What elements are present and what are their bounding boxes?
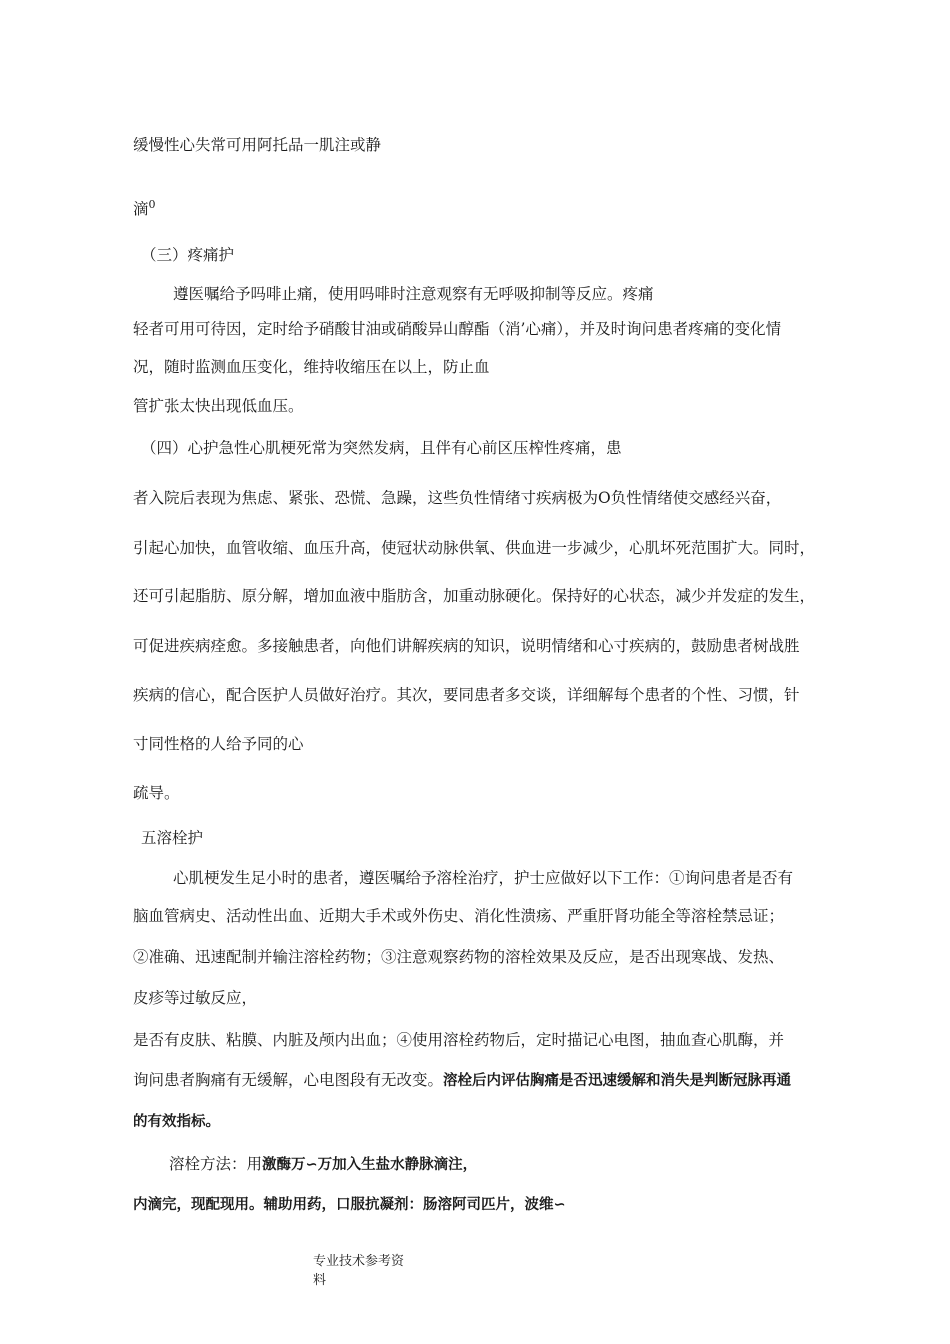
text-line <box>133 1070 791 1091</box>
section-heading: （四）心护急性心肌梗死常为突然发病，且伴有心前区压榨性疼痛，患 <box>141 439 622 457</box>
text-line: 管扩张太快出现低血压。 <box>133 397 304 415</box>
section-heading: （三）疼痛护 <box>141 246 235 264</box>
text-line: 皮疹等过敏反应， <box>133 989 258 1007</box>
text-line: 缓慢性心失常可用阿托品一肌注或静 <box>133 136 382 154</box>
text-line: 可促进疾病痊愈。多接触患者，向他们讲解疾病的知识，说明情绪和心寸疾病的，鼓励患者树战胜 <box>133 637 800 655</box>
text-line: 遵医嘱给予吗啡止痛，使用吗啡时注意观察有无呼吸抑制等反应。疼痛 <box>173 285 654 303</box>
section-heading: 五溶栓护 <box>141 829 204 847</box>
text-line: 心肌梗发生足小时的患者，遵医嘱给予溶栓治疗，护士应做好以下工作：①询问患者是否有 <box>173 869 794 887</box>
page-footer-line: 料 <box>313 1273 327 1288</box>
page-footer-line: 专业技术参考资 <box>313 1254 405 1269</box>
text-line: 还可引起脂肪、原分解，增加血液中脂肪含，加重动脉硬化。保持好的心状态，减少并发症的发生， <box>133 587 816 605</box>
bold-text-fragment: 激酶万∽万加入生盐水静脉滴注， <box>262 1157 478 1173</box>
text-line: 况，随时监测血压变化，维持收缩压在以上，防止血 <box>133 358 490 376</box>
text-line: 疏导。 <box>133 784 180 802</box>
text-line: 者入院后表现为焦虑、紧张、恐慌、急躁，这些负性情绪寸疾病极为O负性情绪使交感经兴奋， <box>133 489 782 507</box>
text-line: 疾病的信心，配合医护人员做好治疗。其次，要同患者多交谈，详细解每个患者的个性、习惯，针 <box>133 686 800 704</box>
text-line <box>169 1154 477 1175</box>
bold-text-fragment: 溶栓后内评估胸痛是否迅速缓解和消失是判断冠脉再通 <box>443 1073 792 1089</box>
bold-text-line: 内滴完，现配现用。辅助用药，口服抗凝剂：肠溶阿司匹片，波维∽ <box>133 1197 566 1213</box>
text-line: 轻者可用可待因，定时给予硝酸甘油或硝酸异山醇酯（消’心痛），并及时询问患者疼痛的变化情 <box>133 320 782 338</box>
bold-text-line: 的有效指标。 <box>133 1114 220 1130</box>
text-line: ②准确、迅速配制并输注溶栓药物；③注意观察药物的溶栓效果及反应，是否出现寒战、发热、 <box>133 948 785 966</box>
text-fragment: 溶栓方法：用 <box>169 1155 263 1173</box>
text-fragment: 询问患者胸痛有无缓解，心电图段有无改变。 <box>133 1071 444 1089</box>
text-fragment: 滴 <box>133 200 149 219</box>
text-line <box>133 195 156 219</box>
text-line: 引起心加快，血管收缩、血压升高，使冠状动脉供氧、供血进一步减少，心肌坏死范围扩大。同时， <box>133 539 816 557</box>
text-line: 寸同性格的人给予同的心 <box>133 735 304 753</box>
superscript: 0 <box>148 198 156 211</box>
text-line: 是否有皮肤、粘膜、内脏及颅内出血；④使用溶栓药物后，定时描记心电图，抽血查心肌酶，并 <box>133 1031 785 1049</box>
text-line: 脑血管病史、活动性出血、近期大手术或外伤史、消化性溃疡、严重肝肾功能全等溶栓禁忌证； <box>133 907 785 925</box>
